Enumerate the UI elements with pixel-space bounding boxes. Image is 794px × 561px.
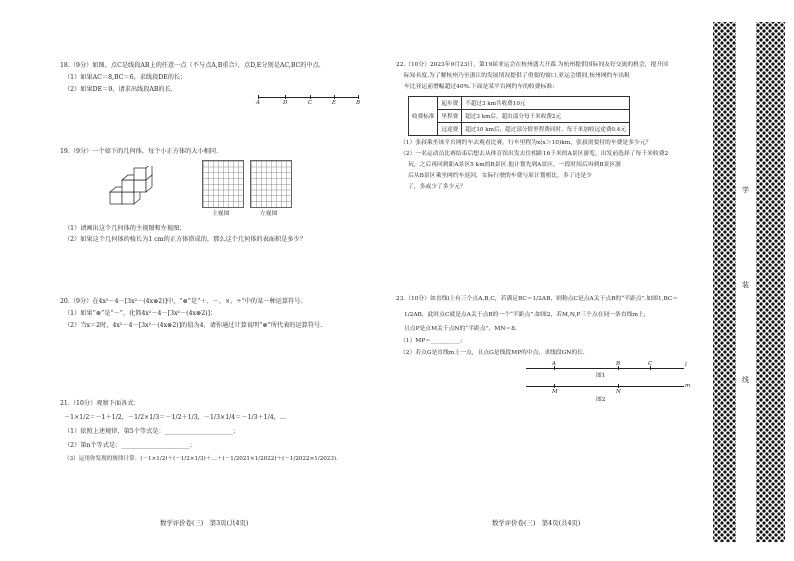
q22-line8: 了，多或少了多少元？ bbox=[408, 184, 466, 190]
q21-line3: （1）依照上述规律，第5个等式是：______________________； bbox=[64, 428, 239, 435]
side-char: 线 bbox=[742, 376, 749, 384]
fee-row-name: 里程费 bbox=[438, 110, 462, 123]
q20-line2: （1）如果“⊗”是“－”，化简4x²－4－[3x²－(4x⊗2)]； bbox=[64, 310, 217, 317]
q19-line2: （1）请画出这个几何体的主视图和左视图； bbox=[64, 225, 186, 232]
q23-line5: （2）若点G是直线m上一点，且点G是线段MP的中点，求线段GN的长. bbox=[400, 350, 585, 356]
left-page bbox=[0, 0, 380, 561]
fig1-point: C bbox=[648, 361, 653, 367]
q22-line1: 22.（10分）2023年9月23日，第19届亚运会在杭州盛大开幕.为杭州提供国际间友好交流的机会，提升国 bbox=[396, 62, 668, 68]
q18-line2: （1）如果AC＝8,BC＝6，求线段DE的长； bbox=[64, 74, 187, 81]
point-label: A bbox=[256, 100, 260, 106]
q22-line7: 后从B景区乘坐网约车返回，实际行驶的车费与原计划相比，多了还是少 bbox=[408, 173, 592, 179]
fee-row-name: 起步费 bbox=[438, 97, 462, 110]
q19-line3: （2）如果这个几何体的棱长为1 cm的正方体搭成的，那么这个几何体的表面积是多少？ bbox=[64, 236, 306, 243]
segment-line bbox=[258, 97, 358, 98]
point-label: B bbox=[356, 100, 361, 106]
point-label: D bbox=[283, 100, 288, 106]
q23-line3: 且点P是点M关于点N的“半距点”，MN＝8. bbox=[404, 326, 517, 332]
fee-row-desc: 不超过3 km共收费10元 bbox=[462, 97, 630, 110]
right-page bbox=[380, 0, 710, 561]
fig2-point: N bbox=[616, 389, 621, 395]
q21-line4: （2）第n个等式是：______________________； bbox=[64, 442, 196, 449]
q22-line4: （1）张叔乘坐该平台网约车去观看比赛，行车里程为x(x＞10)km，张叔需要付的车费是多少元？ bbox=[400, 140, 652, 146]
q23-line4: （1）MP＝__________； bbox=[400, 338, 466, 344]
q22-line6: 玩，之后再回到距A景区5 km的B景区.他计划先到A景区，一段时间后再到B景区游 bbox=[408, 162, 621, 168]
main-view-label: 主视图 bbox=[212, 211, 230, 217]
left-view-label: 左视图 bbox=[260, 211, 278, 217]
fig1-label: 图1 bbox=[596, 373, 606, 379]
q23-line1: 23.（10分）如直线l上有三个点A,B,C，若满足BC＝1/2AB，则称点C是点A关于点B的“半距点”.如图1,BC＝ bbox=[396, 296, 679, 302]
fee-row-desc: 超过3 km后，超出部分每千米收费2元 bbox=[462, 110, 630, 123]
q18-line1: 18.（9分）如图，点C是线段AB上的任意一点（不与点A,B重合），点D,E分别是AC,BC的中点. bbox=[60, 62, 321, 69]
q23-line2: 1/2AB，此时点C就是点A关于点B的一个“半距点”.如图2，若M,N,P三个点在同一条直线m上， bbox=[404, 312, 650, 318]
q20-line1: 20.（9分）在4x²－4－[3x²－(4x⊗2)]中，“⊗”是“＋、－、×、÷”中的某一种运算符号. bbox=[60, 298, 303, 305]
left-footer: 数学评价卷(三) 第3页(共4页) bbox=[160, 519, 249, 527]
fig2-point: M bbox=[552, 389, 558, 395]
q21-line1: 21.（10分）观察下面各式： bbox=[60, 400, 140, 407]
fee-table bbox=[408, 96, 630, 136]
q20-line3: （2）当x＝2时，4x²－4－[3x²－(4x⊗2)]的值为4，请你通过计算说明“⊗”所代表的运算符号. bbox=[64, 322, 323, 329]
q21-line2: －1×1/2＝－1＋1/2，－1/2×1/3＝－1/2＋1/3，－1/3×1/4＝－1/3＋1/4，… bbox=[64, 414, 287, 421]
q22-line2: 际知名度.为了解杭州乃至浙江的发展情况提供了重要的窗口.亚运会期间,杭州网约车出租 bbox=[404, 73, 630, 79]
point-label: C bbox=[308, 100, 313, 106]
fig2-point: m bbox=[685, 383, 691, 389]
q21-line5: （3）运用你发现的规律计算：(－1×1/2)＋(－1/2×1/3)＋…＋(－1/2021×1/2022)＋(－1/2022×1/2023). bbox=[64, 456, 338, 462]
fee-row-name: 远途费 bbox=[438, 123, 462, 136]
cubes-figure bbox=[108, 166, 160, 210]
q18-line3: （2）如果DE＝9，请求出线段AB的长. bbox=[64, 86, 173, 93]
fee-row-desc: 超过10 km后，超过部分除里程费同时，每千米加收远途费0.4元 bbox=[462, 123, 630, 136]
right-footer: 数学评价卷(三) 第4页(共4页) bbox=[492, 519, 581, 527]
main-view-grid bbox=[202, 160, 244, 208]
fig1-point: B bbox=[616, 361, 621, 367]
side-char: 装 bbox=[742, 281, 749, 289]
left-view-grid bbox=[250, 160, 292, 208]
fig2-label: 图2 bbox=[596, 397, 606, 403]
point-label: E bbox=[332, 100, 337, 106]
q22-line3: 车比亚运前增幅超过40%.下面是某平台网约车的收费标准： bbox=[404, 84, 558, 90]
q19-line1: 19.（9分）一个如下的几何体，每个小正方体的大小相同. bbox=[60, 148, 219, 155]
side-char: 学 bbox=[742, 186, 749, 194]
fig1-point: A bbox=[552, 361, 556, 367]
q22-line5: （2）一名运动员比赛结束后想去从体育馆出发去往相距16千米的A景区游览，出发前选择了每千米收费2 bbox=[400, 151, 669, 157]
fee-table-head: 收费标准 bbox=[409, 97, 438, 136]
fig1-point: l bbox=[685, 362, 687, 368]
